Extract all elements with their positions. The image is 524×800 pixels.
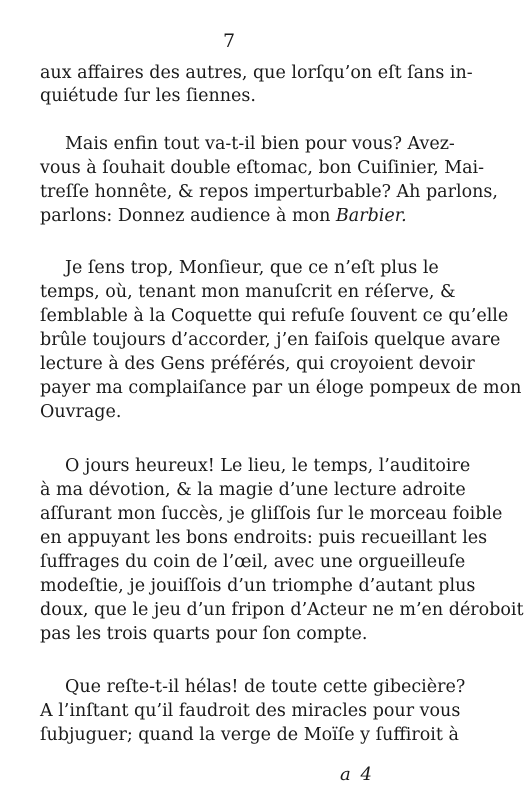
text-line: A l’inſtant qu’il faudroit des miracles pour vous (40, 701, 461, 721)
text-line: pas les trois quarts pour ſon compte. (40, 624, 368, 644)
text-line: Ouvrage. (40, 402, 122, 422)
text-line (40, 205, 430, 227)
text-line: ſubjuguer; quand la verge de Moïſe y ſuffiroit à (40, 725, 459, 745)
barbier-title: Barbier. (335, 206, 407, 226)
text-line: lecture à des Gens préférés, qui croyoient devoir (40, 354, 475, 374)
text-line: ſemblable à la Coquette qui refuſe ſouvent ce qu’elle (40, 306, 509, 326)
text-line: Je ſens trop, Monſieur, que ce n’eſt plus le (65, 258, 439, 278)
text-line: modeſtie, je jouiſſois d’un triomphe d’autant plus (40, 576, 476, 596)
text-line-body: parlons: Donnez audience à mon (40, 206, 331, 226)
text-line: payer ma complaiſance par un éloge pompeux de mon (40, 378, 522, 398)
text-line: temps, où, tenant mon manuſcrit en réſerve, & (40, 282, 456, 302)
text-line: vous à ſouhait double eſtomac, bon Cuiſinier, Mai- (40, 158, 485, 178)
text-line: en appuyant les bons endroits: puis recueillant les (40, 528, 488, 548)
text-line: ſuffrages du coin de l’œil, avec une orgueilleuſe (40, 552, 466, 572)
text-line: Mais enfin tout va-t-il bien pour vous? Avez- (65, 134, 455, 154)
text-line: quiétude ſur les ſiennes. (40, 86, 256, 106)
text-line: aux affaires des autres, que lorſqu’on eſt ſans in- (40, 63, 473, 83)
text-line: à ma dévotion, & la magie d’une lecture adroite (40, 480, 466, 500)
text-line: treſſe honnête, & repos imperturbable? Ah parlons, (40, 182, 498, 202)
text-line: O jours heureux! Le lieu, le temps, l’auditoire (65, 456, 471, 476)
text-line: doux, que le jeu d’un fripon d’Acteur ne m’en déroboit (40, 600, 524, 620)
signature-mark: a 4 (340, 764, 374, 785)
page-number: 7 (222, 30, 236, 52)
text-line: brûle toujours d’accorder, j’en faiſois quelque avare (40, 330, 501, 350)
text-line: Que reſte-t-il hélas! de toute cette gibecière? (65, 677, 466, 697)
text-line: aſſurant mon ſuccès, je gliſſois ſur le morceau foible (40, 504, 503, 524)
